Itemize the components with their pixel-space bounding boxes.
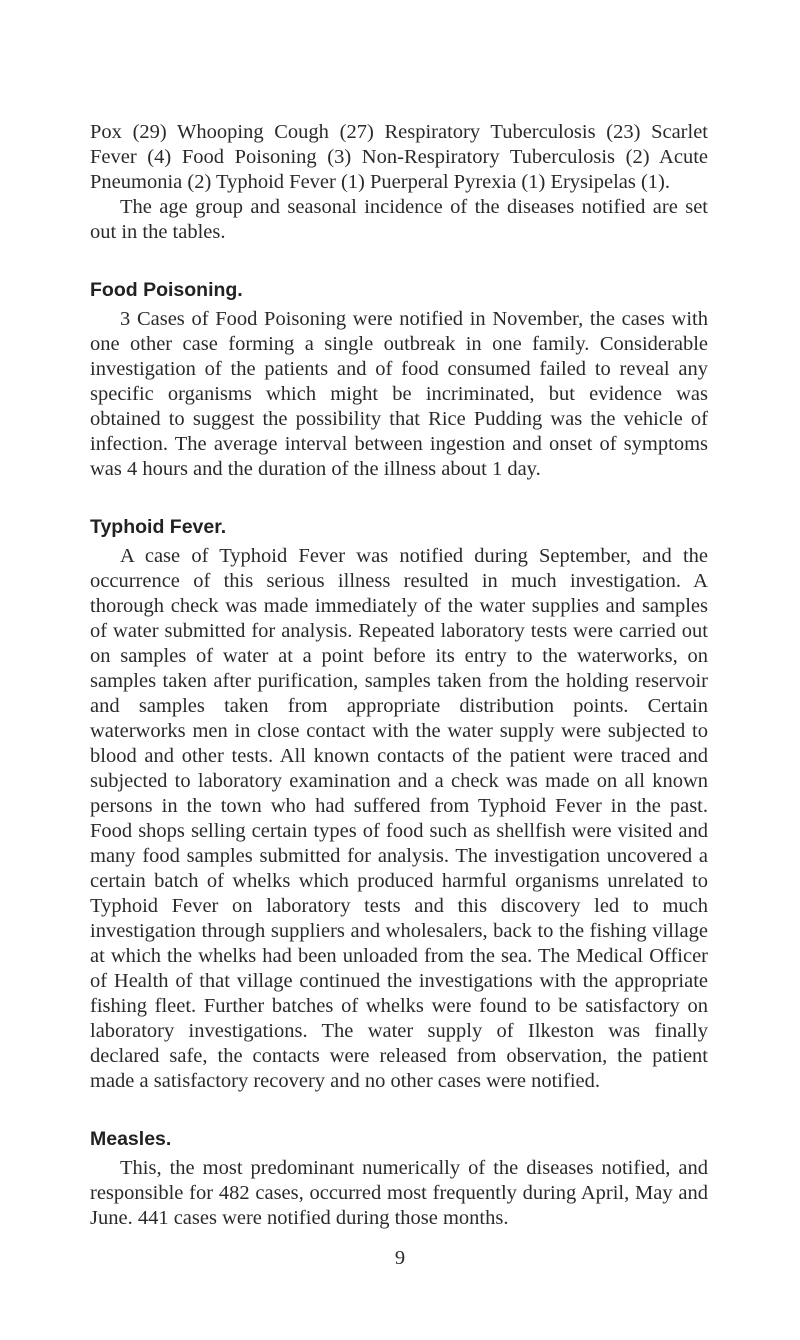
document-page — [90, 120, 708, 1231]
notified-diseases-list-paragraph: Pox (29) Whooping Cough (27) Respiratory Tuberculosis (23) Scarlet Fever (4) Food Poisoning (3) Non-Respiratory Tuberculosis (2) Acute Pneumonia (2) Typhoid Fever (1) Puerperal Pyrexia (1) Erysipelas (1). — [90, 121, 708, 193]
measles-heading: Measles. — [90, 1128, 172, 1150]
typhoid-fever-heading: Typhoid Fever. — [90, 516, 227, 538]
measles-paragraph: This, the most predominant numerically of the diseases notified, and responsible for 482 cases, occurred most frequently during April, May and June. 441 cases were notified during those months. — [90, 1157, 708, 1229]
tables-reference-paragraph: The age group and seasonal incidence of the diseases notified are set out in the tables. — [90, 196, 708, 243]
typhoid-fever-paragraph: A case of Typhoid Fever was notified during September, and the occurrence of this serious illness resulted in much investigation. A thorough check was made immediately of the water supplies and samples of water submitted for analysis. Repeated laboratory tests were carried out on samples of water at a point before its entry to the waterworks, on samples taken after purification, samples taken from the holding reservoir and samples taken from appropriate distribution points. Certain waterworks men in close contact with the water supply were subjected to blood and other tests. All known contacts of the patient were traced and subjected to laboratory examination and a check was made on all known persons in the town who had suffered from Typhoid Fever in the past. Food shops selling certain types of food such as shellfish were visited and many food samples submitted for analysis. The investigation uncovered a certain batch of whelks which produced harmful organisms unrelated to Typhoid Fever on laboratory tests and this discovery led to much investigation through suppliers and wholesalers, back to the fishing village at which the whelks had been unloaded from the sea. The Medical Officer of Health of that village continued the investigations with the appropriate fishing fleet. Further batches of whelks were found to be satisfactory on laboratory investigations. The water supply of Ilkeston was finally declared safe, the contacts were released from observation, the patient made a satisfactory recovery and no other cases were notified. — [90, 545, 708, 1092]
food-poisoning-heading: Food Poisoning. — [90, 279, 243, 301]
page-number: 9 — [394, 1247, 406, 1269]
food-poisoning-paragraph: 3 Cases of Food Poisoning were notified in November, the cases with one other case forming a single outbreak in one family. Considerable investigation of the patients and of food consumed failed to reveal any specific organisms which might be incriminated, but evidence was obtained to suggest the possibility that Rice Pudding was the vehicle of infection. The average interval between ingestion and onset of symptoms was 4 hours and the duration of the illness about 1 day. — [90, 308, 708, 480]
